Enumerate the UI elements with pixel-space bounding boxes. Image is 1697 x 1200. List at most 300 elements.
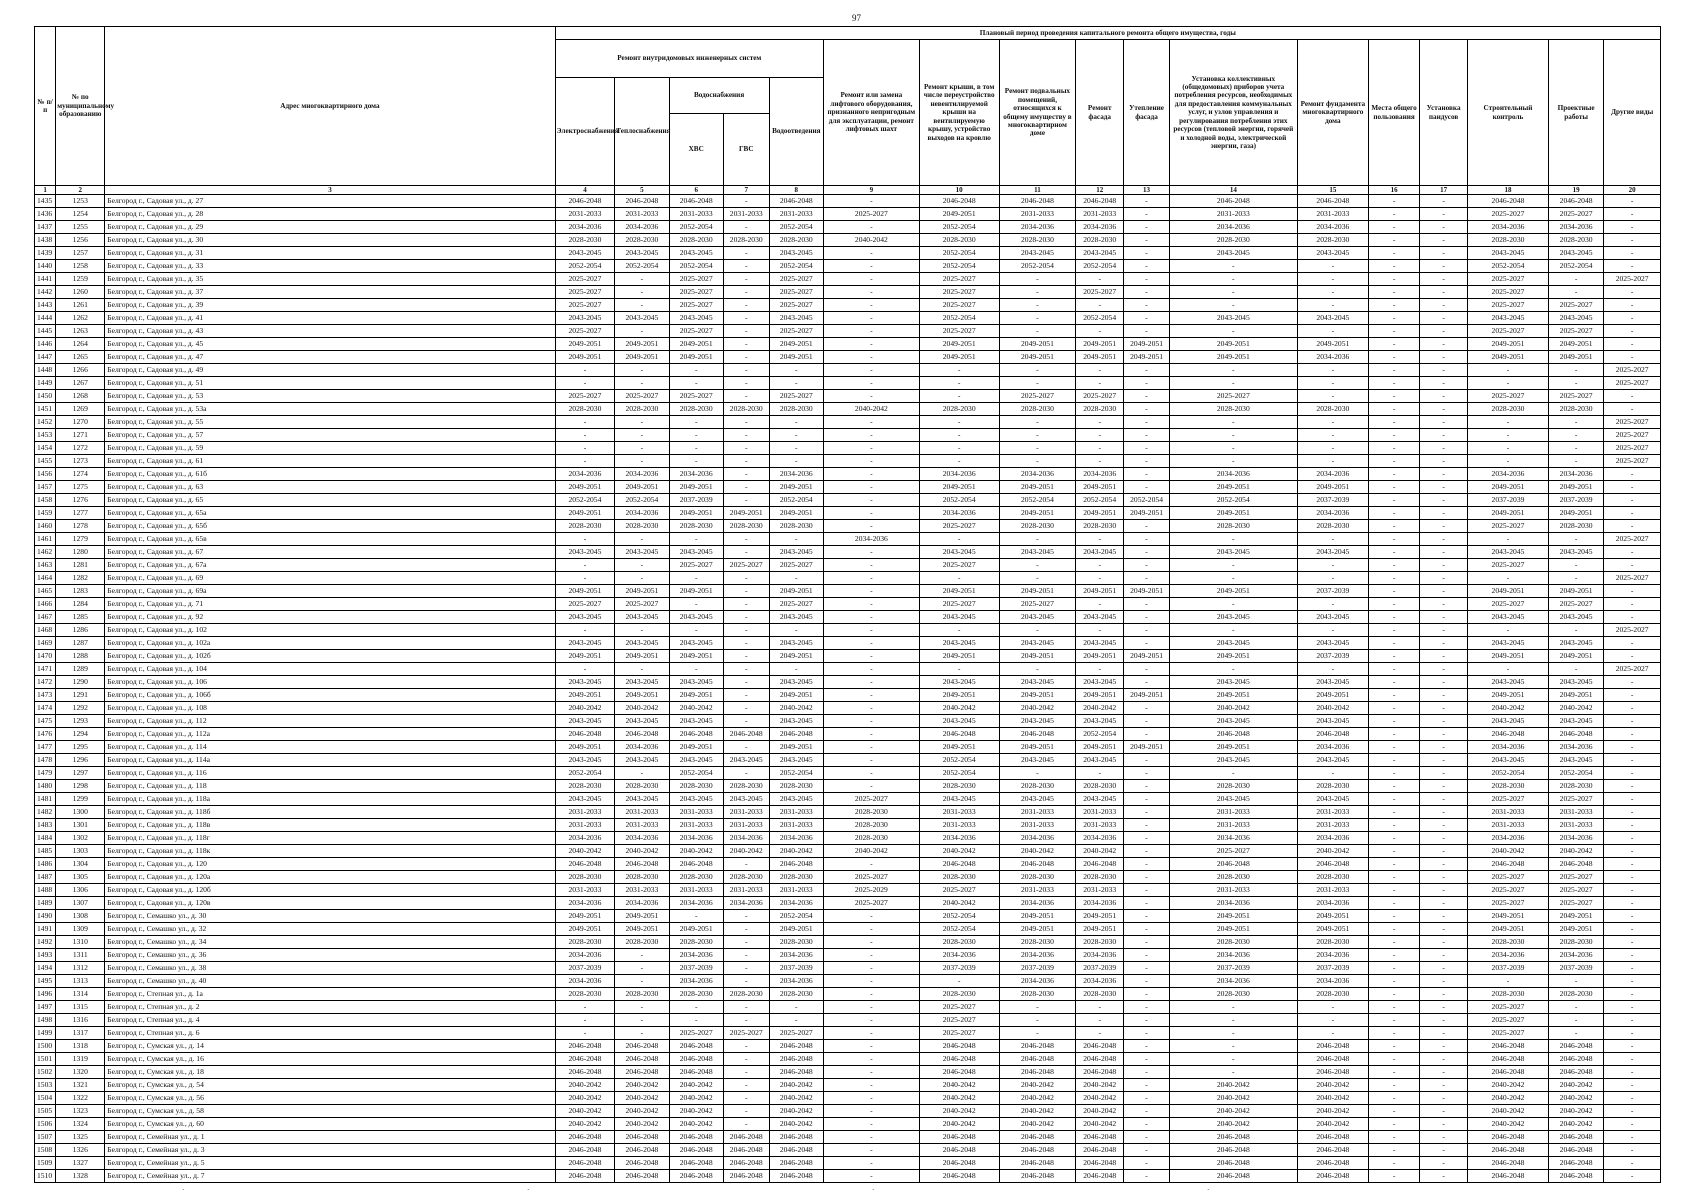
- column-number-row: [35, 186, 1661, 195]
- period-cell: -: [1076, 377, 1124, 390]
- address-cell: Белгород г., Садовая ул., д. 27: [105, 195, 555, 208]
- period-cell: 2046-2048: [999, 728, 1076, 741]
- period-cell: -: [1369, 611, 1420, 624]
- municipal-number-cell: 1285: [56, 611, 105, 624]
- period-cell: 2046-2048: [669, 1170, 723, 1183]
- period-cell: -: [1548, 1027, 1603, 1040]
- period-cell: 2049-2051: [769, 585, 823, 598]
- period-cell: -: [1420, 546, 1468, 559]
- period-cell: -: [1076, 455, 1124, 468]
- period-cell: 2052-2054: [919, 754, 999, 767]
- period-cell: -: [1076, 429, 1124, 442]
- period-cell: -: [1420, 533, 1468, 546]
- period-cell: 2034-2036: [1548, 949, 1603, 962]
- address-cell: Белгород г., Садовая ул., д. 51: [105, 377, 555, 390]
- period-cell: -: [1420, 611, 1468, 624]
- column-number-cell: 5: [615, 186, 669, 195]
- period-cell: -: [669, 429, 723, 442]
- period-cell: 2025-2027: [669, 390, 723, 403]
- municipal-number-cell: 1284: [56, 598, 105, 611]
- period-cell: 2043-2045: [1297, 611, 1368, 624]
- col-header-meters: Установка коллективных (общедомовых) приборов учета потребления ресурсов, необходимых для предоставления коммунальных услуг, и узлов управления и регулирования потребления этих ресурсов (тепловой энергии, горячей и холодной воды, электрической энергии, газа): [1169, 40, 1297, 186]
- col-header-lift: Ремонт или замена лифтового оборудования, признанного непригодным для эксплуатации, ремонт лифтовых шахт: [823, 40, 919, 186]
- period-cell: 2034-2036: [615, 832, 669, 845]
- period-cell: 2052-2054: [919, 494, 999, 507]
- period-cell: -: [999, 572, 1076, 585]
- period-cell: -: [723, 624, 769, 637]
- period-cell: 2049-2051: [769, 650, 823, 663]
- period-cell: -: [1297, 767, 1368, 780]
- period-cell: -: [823, 663, 919, 676]
- municipal-number-cell: 1260: [56, 286, 105, 299]
- period-cell: 2043-2045: [999, 715, 1076, 728]
- period-cell: 2046-2048: [999, 1170, 1076, 1183]
- period-cell: -: [1468, 364, 1549, 377]
- period-cell: -: [1420, 455, 1468, 468]
- period-cell: 2034-2036: [999, 949, 1076, 962]
- municipal-number-cell: 1299: [56, 793, 105, 806]
- period-cell: 2025-2027: [615, 390, 669, 403]
- period-cell: -: [823, 247, 919, 260]
- period-cell: 2046-2048: [769, 1144, 823, 1157]
- period-cell: 2040-2042: [919, 897, 999, 910]
- period-cell: -: [1369, 286, 1420, 299]
- period-cell: -: [919, 364, 999, 377]
- period-cell: -: [1420, 1027, 1468, 1040]
- address-cell: Белгород г., Садовая ул., д. 118б: [105, 806, 555, 819]
- period-cell: -: [1124, 754, 1170, 767]
- period-cell: 2028-2030: [1169, 936, 1297, 949]
- table-row: [35, 1144, 1661, 1157]
- period-cell: 2028-2030: [769, 871, 823, 884]
- period-cell: 2028-2030: [669, 936, 723, 949]
- period-cell: 2046-2048: [669, 1053, 723, 1066]
- period-cell: -: [999, 429, 1076, 442]
- period-cell: -: [1420, 1079, 1468, 1092]
- period-cell: 2040-2042: [919, 1079, 999, 1092]
- period-cell: 2028-2030: [919, 403, 999, 416]
- period-cell: -: [1369, 676, 1420, 689]
- period-cell: -: [1604, 260, 1661, 273]
- table-row: [35, 949, 1661, 962]
- period-cell: -: [919, 390, 999, 403]
- period-cell: -: [1420, 819, 1468, 832]
- column-number-cell: 9: [823, 186, 919, 195]
- period-cell: 2049-2051: [919, 741, 999, 754]
- period-cell: -: [1124, 468, 1170, 481]
- table-row: [35, 442, 1661, 455]
- address-cell: Белгород г., Садовая ул., д. 112: [105, 715, 555, 728]
- column-number-cell: 12: [1076, 186, 1124, 195]
- period-cell: 2049-2051: [1169, 481, 1297, 494]
- table-row: [35, 715, 1661, 728]
- period-cell: -: [1297, 286, 1368, 299]
- period-cell: 2025-2027: [919, 520, 999, 533]
- period-cell: -: [1420, 1040, 1468, 1053]
- municipal-number-cell: 1300: [56, 806, 105, 819]
- municipal-number-cell: 1266: [56, 364, 105, 377]
- period-cell: 2031-2033: [769, 819, 823, 832]
- period-cell: -: [723, 312, 769, 325]
- period-cell: 2043-2045: [769, 611, 823, 624]
- municipal-number-cell: 1268: [56, 390, 105, 403]
- period-cell: -: [1369, 1079, 1420, 1092]
- period-cell: 2046-2048: [555, 195, 615, 208]
- municipal-number-cell: 1294: [56, 728, 105, 741]
- period-cell: -: [723, 260, 769, 273]
- period-cell: -: [1604, 715, 1661, 728]
- period-cell: -: [1369, 585, 1420, 598]
- period-cell: 2031-2033: [669, 806, 723, 819]
- period-cell: 2043-2045: [1297, 546, 1368, 559]
- period-cell: 2025-2027: [823, 208, 919, 221]
- period-cell: 2049-2051: [1297, 910, 1368, 923]
- period-cell: -: [1297, 377, 1368, 390]
- row-number-cell: 1464: [35, 572, 56, 585]
- period-cell: 2043-2045: [669, 312, 723, 325]
- municipal-number-cell: 1316: [56, 1014, 105, 1027]
- period-cell: -: [723, 429, 769, 442]
- period-cell: -: [1604, 988, 1661, 1001]
- period-cell: 2025-2027: [919, 273, 999, 286]
- period-cell: 2040-2042: [1297, 1079, 1368, 1092]
- address-cell: Белгород г., Садовая ул., д. 114: [105, 741, 555, 754]
- row-number-cell: 1478: [35, 754, 56, 767]
- period-cell: 2046-2048: [1169, 1144, 1297, 1157]
- period-cell: 2040-2042: [1297, 845, 1368, 858]
- period-cell: -: [1420, 780, 1468, 793]
- period-cell: 2028-2030: [1297, 988, 1368, 1001]
- municipal-number-cell: 1259: [56, 273, 105, 286]
- period-cell: -: [1124, 897, 1170, 910]
- period-cell: 2028-2030: [615, 871, 669, 884]
- period-cell: 2028-2030: [1076, 780, 1124, 793]
- table-row: [35, 403, 1661, 416]
- municipal-number-cell: 1264: [56, 338, 105, 351]
- period-cell: 2028-2030: [723, 520, 769, 533]
- period-cell: -: [999, 455, 1076, 468]
- period-cell: -: [1548, 1014, 1603, 1027]
- period-cell: 2034-2036: [1169, 949, 1297, 962]
- period-cell: 2043-2045: [999, 676, 1076, 689]
- period-cell: 2046-2048: [919, 1144, 999, 1157]
- period-cell: 2025-2027: [1468, 520, 1549, 533]
- period-cell: -: [1124, 728, 1170, 741]
- period-cell: 2028-2030: [615, 403, 669, 416]
- municipal-number-cell: 1280: [56, 546, 105, 559]
- period-cell: -: [555, 455, 615, 468]
- period-cell: -: [1369, 598, 1420, 611]
- period-cell: -: [1124, 390, 1170, 403]
- period-cell: -: [669, 598, 723, 611]
- period-cell: 2049-2051: [1124, 585, 1170, 598]
- period-cell: 2043-2045: [1297, 754, 1368, 767]
- period-cell: 2028-2030: [919, 988, 999, 1001]
- period-cell: -: [823, 754, 919, 767]
- period-cell: -: [1604, 1053, 1661, 1066]
- address-cell: Белгород г., Степная ул., д. 6: [105, 1027, 555, 1040]
- period-cell: 2052-2054: [1548, 767, 1603, 780]
- period-cell: 2028-2030: [669, 520, 723, 533]
- period-cell: 2025-2027: [1604, 429, 1661, 442]
- address-cell: Белгород г., Садовая ул., д. 29: [105, 221, 555, 234]
- period-cell: -: [999, 663, 1076, 676]
- period-cell: -: [823, 1170, 919, 1183]
- period-cell: -: [823, 507, 919, 520]
- period-cell: 2043-2045: [1297, 793, 1368, 806]
- period-cell: 2049-2051: [669, 923, 723, 936]
- period-cell: 2028-2030: [999, 780, 1076, 793]
- address-cell: Белгород г., Садовая ул., д. 71: [105, 598, 555, 611]
- period-cell: 2031-2033: [1076, 208, 1124, 221]
- period-cell: 2028-2030: [769, 520, 823, 533]
- period-cell: 2043-2045: [1548, 676, 1603, 689]
- period-cell: 2046-2048: [669, 1040, 723, 1053]
- period-cell: 2052-2054: [999, 494, 1076, 507]
- period-cell: 2043-2045: [769, 637, 823, 650]
- period-cell: 2028-2030: [723, 988, 769, 1001]
- period-cell: 2031-2033: [615, 806, 669, 819]
- period-cell: -: [1124, 871, 1170, 884]
- period-cell: 2046-2048: [555, 858, 615, 871]
- period-cell: 2043-2045: [919, 637, 999, 650]
- period-cell: 2049-2051: [615, 689, 669, 702]
- period-cell: -: [1124, 208, 1170, 221]
- period-cell: 2034-2036: [1076, 975, 1124, 988]
- period-cell: -: [1076, 533, 1124, 546]
- period-cell: 2034-2036: [1297, 897, 1368, 910]
- row-number-cell: 1458: [35, 494, 56, 507]
- period-cell: 2043-2045: [669, 754, 723, 767]
- period-cell: -: [769, 364, 823, 377]
- period-cell: 2037-2039: [1468, 494, 1549, 507]
- table-row: [35, 845, 1661, 858]
- table-row: [35, 221, 1661, 234]
- period-cell: -: [1420, 208, 1468, 221]
- period-cell: 2046-2048: [999, 1040, 1076, 1053]
- period-cell: -: [669, 1014, 723, 1027]
- period-cell: 2025-2027: [1468, 299, 1549, 312]
- period-cell: 2043-2045: [1468, 546, 1549, 559]
- period-cell: -: [723, 286, 769, 299]
- period-cell: 2049-2051: [999, 910, 1076, 923]
- row-number-cell: 1483: [35, 819, 56, 832]
- period-cell: 2046-2048: [723, 1144, 769, 1157]
- row-number-cell: 1450: [35, 390, 56, 403]
- period-cell: 2043-2045: [615, 546, 669, 559]
- period-cell: 2031-2033: [999, 806, 1076, 819]
- period-cell: 2052-2054: [1076, 494, 1124, 507]
- period-cell: -: [1169, 624, 1297, 637]
- table-row: [35, 1014, 1661, 1027]
- period-cell: 2025-2027: [769, 299, 823, 312]
- period-cell: -: [1369, 377, 1420, 390]
- period-cell: 2034-2036: [555, 221, 615, 234]
- period-cell: -: [823, 962, 919, 975]
- row-number-cell: 1509: [35, 1157, 56, 1170]
- period-cell: -: [1420, 390, 1468, 403]
- table-row: [35, 702, 1661, 715]
- period-cell: 2049-2051: [555, 741, 615, 754]
- period-cell: -: [999, 377, 1076, 390]
- period-cell: 2028-2030: [999, 988, 1076, 1001]
- municipal-number-cell: 1296: [56, 754, 105, 767]
- period-cell: 2046-2048: [1548, 1066, 1603, 1079]
- period-cell: 2049-2051: [919, 481, 999, 494]
- municipal-number-cell: 1312: [56, 962, 105, 975]
- period-cell: -: [555, 429, 615, 442]
- period-cell: 2043-2045: [1468, 312, 1549, 325]
- period-cell: 2025-2027: [1548, 884, 1603, 897]
- period-cell: -: [1124, 949, 1170, 962]
- period-cell: -: [1076, 663, 1124, 676]
- period-cell: -: [919, 975, 999, 988]
- period-cell: 2037-2039: [1297, 650, 1368, 663]
- period-cell: -: [1076, 767, 1124, 780]
- period-cell: 2031-2033: [769, 884, 823, 897]
- table-row: [35, 754, 1661, 767]
- address-cell: Белгород г., Степная ул., д. 1а: [105, 988, 555, 1001]
- period-cell: -: [1420, 793, 1468, 806]
- period-cell: 2046-2048: [1468, 195, 1549, 208]
- period-cell: 2043-2045: [1076, 637, 1124, 650]
- period-cell: 2046-2048: [1169, 1131, 1297, 1144]
- period-cell: 2046-2048: [1468, 1040, 1549, 1053]
- period-cell: 2046-2048: [1076, 1157, 1124, 1170]
- period-cell: 2049-2051: [1124, 741, 1170, 754]
- address-cell: Белгород г., Садовая ул., д. 43: [105, 325, 555, 338]
- period-cell: 2043-2045: [769, 247, 823, 260]
- period-cell: 2028-2030: [1169, 234, 1297, 247]
- period-cell: 2049-2051: [1548, 351, 1603, 364]
- period-cell: 2049-2051: [1468, 481, 1549, 494]
- address-cell: Белгород г., Садовая ул., д. 53а: [105, 403, 555, 416]
- period-cell: -: [1548, 416, 1603, 429]
- period-cell: -: [555, 364, 615, 377]
- period-cell: 2028-2030: [1169, 988, 1297, 1001]
- municipal-number-cell: 1272: [56, 442, 105, 455]
- period-cell: -: [1420, 871, 1468, 884]
- period-cell: -: [1124, 572, 1170, 585]
- period-cell: 2043-2045: [1548, 754, 1603, 767]
- period-cell: -: [823, 715, 919, 728]
- period-cell: 2046-2048: [769, 858, 823, 871]
- period-cell: 2040-2042: [669, 1079, 723, 1092]
- period-cell: 2034-2036: [1297, 221, 1368, 234]
- period-cell: 2040-2042: [555, 1105, 615, 1118]
- period-cell: 2040-2042: [1169, 1092, 1297, 1105]
- municipal-number-cell: 1326: [56, 1144, 105, 1157]
- period-cell: -: [723, 663, 769, 676]
- period-cell: 2040-2042: [615, 1092, 669, 1105]
- period-cell: -: [1420, 767, 1468, 780]
- period-cell: 2028-2030: [1548, 988, 1603, 1001]
- period-cell: 2028-2030: [555, 780, 615, 793]
- period-cell: -: [723, 481, 769, 494]
- period-cell: 2034-2036: [1297, 832, 1368, 845]
- period-cell: -: [1369, 741, 1420, 754]
- period-cell: -: [1297, 455, 1368, 468]
- period-cell: 2040-2042: [1468, 1105, 1549, 1118]
- period-cell: -: [1604, 507, 1661, 520]
- period-cell: 2049-2051: [999, 741, 1076, 754]
- period-cell: 2025-2027: [919, 1014, 999, 1027]
- period-cell: 2052-2054: [555, 260, 615, 273]
- period-cell: 2031-2033: [723, 884, 769, 897]
- period-cell: 2046-2048: [769, 1040, 823, 1053]
- period-cell: -: [1468, 975, 1549, 988]
- col-header-num: № п/п: [35, 27, 56, 186]
- period-cell: 2037-2039: [1468, 962, 1549, 975]
- period-cell: 2025-2027: [1076, 390, 1124, 403]
- period-cell: 2025-2027: [669, 1027, 723, 1040]
- period-cell: -: [1604, 728, 1661, 741]
- period-cell: 2049-2051: [1124, 507, 1170, 520]
- period-cell: 2046-2048: [555, 1170, 615, 1183]
- period-cell: -: [999, 624, 1076, 637]
- row-number-cell: 1498: [35, 1014, 56, 1027]
- period-cell: -: [1124, 988, 1170, 1001]
- period-cell: 2049-2051: [999, 689, 1076, 702]
- period-cell: -: [723, 1118, 769, 1131]
- table-row: [35, 520, 1661, 533]
- period-cell: 2028-2030: [769, 234, 823, 247]
- table-row: [35, 611, 1661, 624]
- period-cell: 2043-2045: [669, 715, 723, 728]
- period-cell: -: [1604, 1105, 1661, 1118]
- period-cell: 2049-2051: [1076, 689, 1124, 702]
- period-cell: -: [723, 741, 769, 754]
- period-cell: 2043-2045: [615, 312, 669, 325]
- period-cell: 2034-2036: [1297, 949, 1368, 962]
- municipal-number-cell: 1314: [56, 988, 105, 1001]
- col-header-design-works: Проектные работы: [1548, 40, 1603, 186]
- period-cell: -: [1420, 598, 1468, 611]
- period-cell: -: [1124, 1131, 1170, 1144]
- period-cell: 2043-2045: [555, 754, 615, 767]
- address-cell: Белгород г., Садовая ул., д. 120б: [105, 884, 555, 897]
- period-cell: -: [823, 546, 919, 559]
- period-cell: -: [1124, 377, 1170, 390]
- period-cell: 2037-2039: [769, 962, 823, 975]
- address-cell: Белгород г., Степная ул., д. 4: [105, 1014, 555, 1027]
- period-cell: 2025-2027: [1468, 598, 1549, 611]
- period-cell: -: [555, 663, 615, 676]
- period-cell: -: [615, 429, 669, 442]
- table-row: [35, 260, 1661, 273]
- period-cell: 2040-2042: [769, 1118, 823, 1131]
- period-cell: -: [1369, 858, 1420, 871]
- address-cell: Белгород г., Садовая ул., д. 41: [105, 312, 555, 325]
- table-row: [35, 208, 1661, 221]
- table-row: [35, 1066, 1661, 1079]
- row-number-cell: 1482: [35, 806, 56, 819]
- period-cell: -: [823, 585, 919, 598]
- period-cell: 2025-2027: [1468, 559, 1549, 572]
- period-cell: -: [1076, 416, 1124, 429]
- period-cell: 2046-2048: [1548, 1170, 1603, 1183]
- period-cell: 2028-2030: [999, 520, 1076, 533]
- period-cell: 2034-2036: [1468, 221, 1549, 234]
- period-cell: 2040-2042: [1076, 1092, 1124, 1105]
- period-cell: 2040-2042: [823, 403, 919, 416]
- period-cell: -: [1369, 312, 1420, 325]
- period-cell: -: [823, 611, 919, 624]
- period-cell: 2028-2030: [1169, 871, 1297, 884]
- period-cell: 2052-2054: [1124, 494, 1170, 507]
- period-cell: -: [1420, 715, 1468, 728]
- address-cell: Белгород г., Садовая ул., д. 118: [105, 780, 555, 793]
